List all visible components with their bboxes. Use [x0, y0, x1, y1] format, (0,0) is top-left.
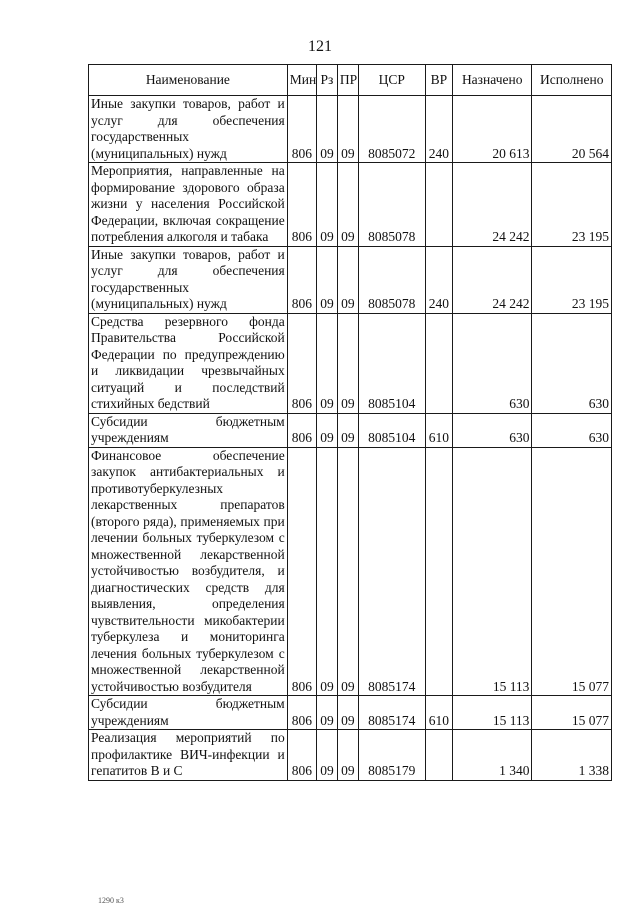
row-min-cell: 806 — [287, 313, 316, 413]
row-executed-cell: 23 195 — [532, 163, 612, 247]
header-vr: ВР — [425, 65, 452, 96]
row-assigned-cell: 15 113 — [452, 447, 531, 696]
row-rz-cell: 09 — [317, 96, 338, 163]
row-name-cell: Финансовое обеспечение закупок антибактериальных и противотуберкулезных лекарственных препаратов (второго ряда), применяемых при лечении больных туберкулезом с множественной лекарственной устойчивостью возбудителя, и диагностических средств для выявления, определения чувствительности микобактерии туберкулеза и мониторинга лечения больных туберкулезом с множественной лекарственной устойчивостью возбудителя — [89, 447, 288, 696]
row-pr-cell: 09 — [337, 163, 358, 247]
row-min-cell: 806 — [287, 696, 316, 730]
row-assigned-cell: 24 242 — [452, 246, 531, 313]
row-rz-cell: 09 — [317, 696, 338, 730]
row-assigned-cell: 630 — [452, 313, 531, 413]
header-pr: ПР — [337, 65, 358, 96]
row-csr-cell: 8085078 — [358, 246, 425, 313]
row-vr-cell: 240 — [425, 246, 452, 313]
row-min-cell: 806 — [287, 246, 316, 313]
row-pr-cell: 09 — [337, 313, 358, 413]
row-executed-cell: 15 077 — [532, 696, 612, 730]
row-name-cell: Иные закупки товаров, работ и услуг для обеспечения государственных (муниципальных) нужд — [89, 96, 288, 163]
header-executed: Исполнено — [532, 65, 612, 96]
row-name-cell: Субсидии бюджетным учреждениям — [89, 696, 288, 730]
row-csr-cell: 8085179 — [358, 730, 425, 781]
header-assigned: Назначено — [452, 65, 531, 96]
row-rz-cell: 09 — [317, 413, 338, 447]
row-csr-cell: 8085072 — [358, 96, 425, 163]
row-csr-cell: 8085078 — [358, 163, 425, 247]
row-executed-cell: 23 195 — [532, 246, 612, 313]
row-rz-cell: 09 — [317, 313, 338, 413]
row-executed-cell: 20 564 — [532, 96, 612, 163]
row-name-cell: Реализация мероприятий по профилактике ВИЧ-инфекции и гепатитов В и С — [89, 730, 288, 781]
table-row — [89, 163, 612, 247]
table-row — [89, 246, 612, 313]
row-pr-cell: 09 — [337, 246, 358, 313]
page-number: 121 — [308, 38, 332, 55]
table-header-row — [89, 65, 612, 96]
row-executed-cell: 630 — [532, 313, 612, 413]
row-csr-cell: 8085174 — [358, 447, 425, 696]
row-name-cell: Субсидии бюджетным учреждениям — [89, 413, 288, 447]
row-min-cell: 806 — [287, 413, 316, 447]
row-executed-cell: 630 — [532, 413, 612, 447]
row-assigned-cell: 15 113 — [452, 696, 531, 730]
row-pr-cell: 09 — [337, 96, 358, 163]
row-vr-cell — [425, 313, 452, 413]
row-min-cell: 806 — [287, 96, 316, 163]
row-assigned-cell: 1 340 — [452, 730, 531, 781]
header-rz: Рз — [317, 65, 338, 96]
row-vr-cell — [425, 447, 452, 696]
table-row — [89, 696, 612, 730]
table-row — [89, 313, 612, 413]
row-rz-cell: 09 — [317, 730, 338, 781]
row-vr-cell — [425, 163, 452, 247]
row-name-cell: Иные закупки товаров, работ и услуг для обеспечения государственных (муниципальных) нужд — [89, 246, 288, 313]
row-name-cell: Мероприятия, направленные на формирование здорового образа жизни у населения Российской Федерации, включая сокращение потребления алкоголя и табака — [89, 163, 288, 247]
row-pr-cell: 09 — [337, 447, 358, 696]
row-min-cell: 806 — [287, 447, 316, 696]
row-csr-cell: 8085104 — [358, 313, 425, 413]
row-vr-cell: 610 — [425, 696, 452, 730]
row-vr-cell: 610 — [425, 413, 452, 447]
row-min-cell: 806 — [287, 730, 316, 781]
header-name: Наименование — [89, 65, 288, 96]
header-csr: ЦСР — [358, 65, 425, 96]
table-row — [89, 413, 612, 447]
row-assigned-cell: 20 613 — [452, 96, 531, 163]
row-name-cell: Средства резервного фонда Правительства Российской Федерации по предупреждению и ликвидации чрезвычайных ситуаций и последствий стихийных бедствий — [89, 313, 288, 413]
row-min-cell: 806 — [287, 163, 316, 247]
row-pr-cell: 09 — [337, 413, 358, 447]
footer-mark: 1290 к3 — [98, 896, 124, 905]
row-rz-cell: 09 — [317, 163, 338, 247]
table-row — [89, 96, 612, 163]
row-vr-cell — [425, 730, 452, 781]
table-row — [89, 730, 612, 781]
row-assigned-cell: 630 — [452, 413, 531, 447]
row-executed-cell: 1 338 — [532, 730, 612, 781]
row-rz-cell: 09 — [317, 246, 338, 313]
table-row — [89, 447, 612, 696]
row-pr-cell: 09 — [337, 730, 358, 781]
row-assigned-cell: 24 242 — [452, 163, 531, 247]
row-executed-cell: 15 077 — [532, 447, 612, 696]
row-vr-cell: 240 — [425, 96, 452, 163]
budget-table — [88, 64, 612, 781]
row-csr-cell: 8085104 — [358, 413, 425, 447]
row-rz-cell: 09 — [317, 447, 338, 696]
row-pr-cell: 09 — [337, 696, 358, 730]
header-min: Мин — [287, 65, 316, 96]
row-csr-cell: 8085174 — [358, 696, 425, 730]
